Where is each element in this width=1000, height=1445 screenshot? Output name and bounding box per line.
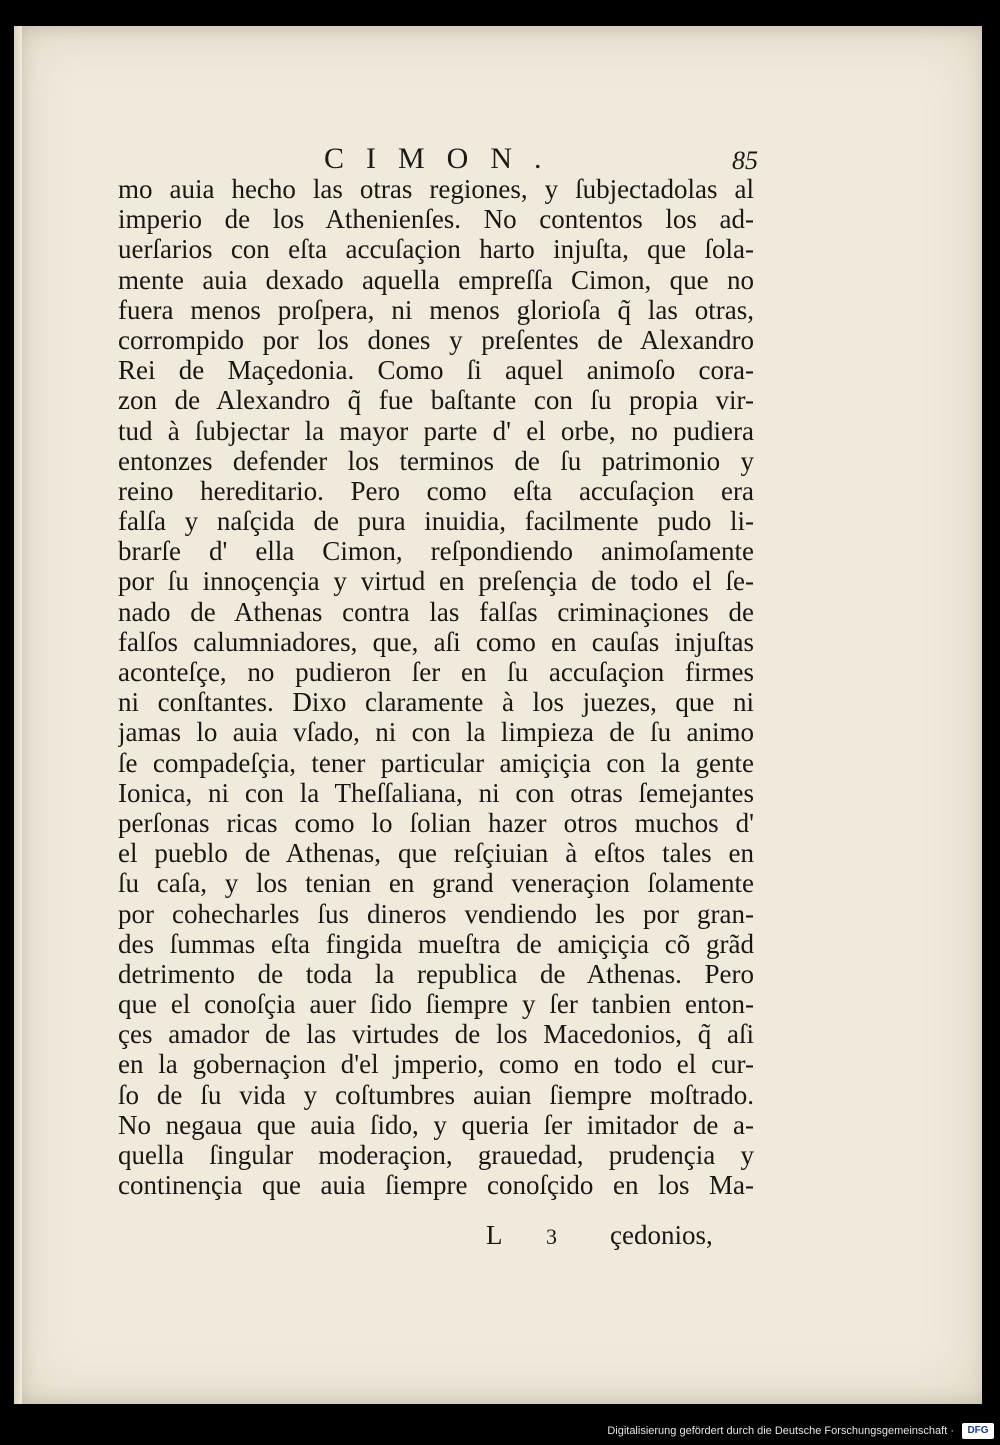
text-line: fuera menos proſpera, ni menos glorioſa q̃ las otras, (118, 294, 754, 325)
text-line: el pueblo de Athenas, que reſçiuian à eſtos tales en (118, 838, 754, 869)
text-line: continençia que auia ſiempre conoſçido en los Ma- (118, 1170, 754, 1201)
dfg-logo: DFG (962, 1423, 994, 1439)
text-line: mo auia hecho las otras regiones, y ſubjectadolas al (118, 174, 754, 204)
text-line: uerſarios con eſta accuſaçion harto injuſta, que ſola- (118, 234, 754, 265)
catchword: çedonios, (610, 1220, 713, 1250)
text-line: perſonas ricas como lo ſolian hazer otros muchos d' (118, 807, 754, 838)
text-line: Ionica, ni con la Theſſaliana, ni con otras ſemejantes (118, 777, 754, 808)
text-line: quella ſingular moderaçion, grauedad, prudençia y (118, 1140, 754, 1170)
page-footer (14, 1220, 982, 1256)
digitization-bar (0, 1405, 1000, 1445)
text-line: tud à ſubjectar la mayor parte d' el orbe, no pudiera (118, 415, 754, 446)
text-line: jamas lo auia vſado, ni con la limpieza de ſu animo (118, 717, 754, 748)
text-line: falſos calumniadores, que, aſi como en cauſas injuſtas (118, 626, 754, 657)
text-line: aconteſçe, no pudieron ſer en ſu accuſaçion firmes (118, 657, 754, 687)
text-line: zon de Alexandro q̃ fue baſtante con ſu propia vir- (118, 385, 754, 416)
text-line: ſu caſa, y los tenian en grand veneraçion ſolamente (118, 868, 754, 899)
text-line: corrompido por los dones y preſentes de Alexandro (118, 324, 754, 355)
page-number: 85 (732, 146, 758, 175)
text-line: çes amador de las virtudes de los Macedonios, q̃ aſi (118, 1019, 754, 1050)
digitization-credit: Digitalisierung gefördert durch die Deutsche Forschungsgemeinschaft · (607, 1425, 954, 1437)
text-line: ſo de ſu vida y coſtumbres auian ſiempre moſtrado. (118, 1079, 754, 1110)
text-line: No negaua que auia ſido, y queria ſer imitador de a- (118, 1109, 754, 1140)
page-edge (14, 26, 22, 1404)
text-line: falſa y naſçida de pura inuidia, facilmente pudo li- (118, 506, 754, 537)
signature-mark: L (486, 1220, 503, 1250)
text-line: que el conoſçia auer ſido ſiempre y ſer tanbien enton- (118, 989, 754, 1020)
body-text (118, 174, 754, 1200)
book-page (14, 26, 982, 1404)
running-title: CIMON. (324, 142, 564, 175)
text-line: reino hereditario. Pero como eſta accuſaçion era (118, 475, 754, 506)
text-line: ni conſtantes. Dixo claramente à los juezes, que ni (118, 687, 754, 718)
text-line: imperio de los Athenienſes. No contentos los ad- (118, 204, 754, 235)
text-line: nado de Athenas contra las falſas criminaçiones de (118, 596, 754, 627)
text-line: brarſe d' ella Cimon, reſpondiendo animoſamente (118, 536, 754, 567)
text-line: detrimento de toda la republica de Athenas. Pero (118, 958, 754, 989)
text-line: entonzes defender los terminos de ſu patrimonio y (118, 445, 754, 476)
text-line: des ſummas eſta fingida mueſtra de amiçiçia cõ grãd (118, 928, 754, 959)
text-line: en la gobernaçion d'el jmperio, como en todo el cur- (118, 1049, 754, 1080)
text-line: por ſu innoçençia y virtud en preſençia de todo el ſe- (118, 566, 754, 597)
text-line: mente auia dexado aquella empreſſa Cimon, que no (118, 264, 754, 295)
text-line: Rei de Maçedonia. Como ſi aquel animoſo cora- (118, 355, 754, 386)
text-line: ſe compadeſçia, tener particular amiçiçia con la gente (118, 747, 754, 778)
signature-number: 3 (546, 1224, 557, 1249)
text-line: por cohecharles ſus dineros vendiendo les por gran- (118, 898, 754, 929)
